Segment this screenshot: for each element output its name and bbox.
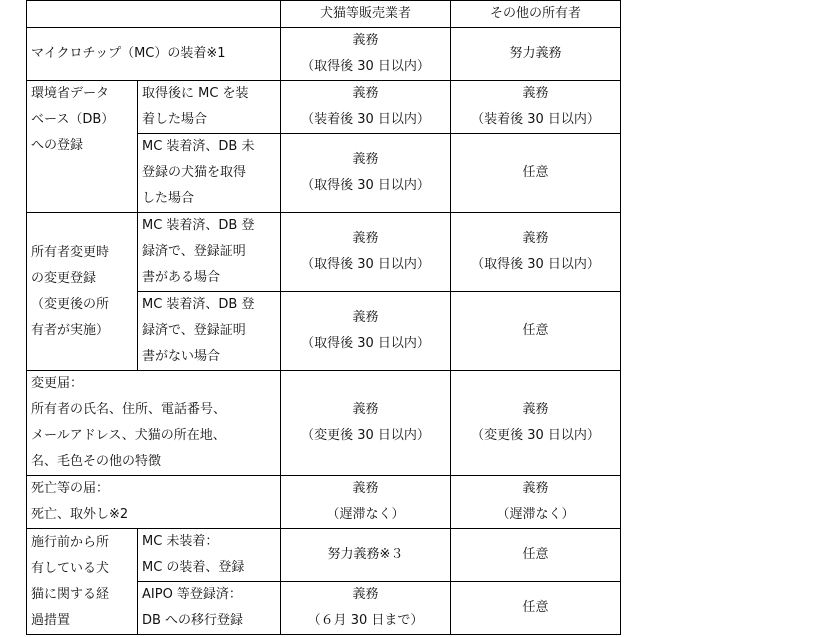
cell-line: 名、毛色その他の特徴	[31, 454, 162, 469]
document-page	[26, 0, 621, 635]
group-label-env-db	[27, 81, 138, 213]
table-header-row	[27, 1, 621, 28]
header-other-owner: その他の所有者	[451, 1, 621, 28]
cell-line: 書がない場合	[142, 349, 221, 364]
cell-line: （取得後 30 日以内）	[471, 257, 600, 272]
table-row	[27, 28, 621, 81]
cell-env-1-other	[451, 81, 621, 134]
cell-line: メールアドレス、犬猫の所在地、	[31, 428, 226, 443]
cell-line: 所有者の氏名、住所、電話番号、	[31, 402, 227, 417]
row-label-change-notice	[27, 371, 281, 476]
sub-label-env-2	[138, 134, 281, 213]
cell-line: 義務	[352, 86, 379, 101]
row-label-death-notice	[27, 476, 281, 529]
cell-transition-1-seller: 努力義務※３	[281, 529, 451, 582]
cell-line: （取得後 30 日以内）	[301, 336, 430, 351]
cell-env-2-seller	[281, 134, 451, 213]
cell-line: ベース（DB）	[31, 112, 115, 127]
table-row	[27, 529, 621, 582]
cell-line: （６月 30 日まで）	[307, 613, 424, 628]
cell-mc-other: 努力義務	[451, 28, 621, 81]
cell-line: 過措置	[31, 612, 71, 628]
cell-line: 登録の犬猫を取得	[142, 165, 247, 180]
cell-line: 環境省データ	[31, 86, 110, 101]
cell-death-notice-other	[451, 476, 621, 529]
cell-env-1-seller	[281, 81, 451, 134]
cell-line: 録済で、登録証明	[142, 323, 246, 338]
cell-line: への登録	[31, 138, 84, 153]
cell-line: 義務	[352, 587, 379, 602]
cell-transition-1-other: 任意	[451, 529, 621, 582]
cell-death-notice-seller	[281, 476, 451, 529]
cell-line: （変更後 30 日以内）	[301, 428, 430, 443]
cell-line: 義務	[352, 231, 379, 246]
cell-line: （装着後 30 日以内）	[471, 112, 600, 127]
sub-label-transition-2	[138, 582, 281, 635]
cell-line: 録済で、登録証明	[142, 244, 246, 259]
cell-line: 義務	[352, 402, 379, 417]
sub-label-owner-change-1	[138, 213, 281, 292]
sub-label-env-1	[138, 81, 281, 134]
cell-line: （装着後 30 日以内）	[301, 112, 430, 127]
cell-change-notice-other	[451, 371, 621, 476]
group-label-owner-change	[27, 213, 138, 371]
cell-line: 義務	[352, 33, 379, 48]
cell-line: 猫に関する経	[31, 586, 110, 602]
sub-label-transition-1	[138, 529, 281, 582]
cell-line: AIPO 等登録済：	[142, 587, 242, 602]
table-row	[27, 213, 621, 292]
cell-transition-2-seller	[281, 582, 451, 635]
cell-line: した場合	[142, 191, 195, 206]
cell-line: 義務	[352, 481, 379, 496]
cell-line: 書がある場合	[142, 270, 221, 285]
sub-label-owner-change-2	[138, 292, 281, 371]
cell-line: 死亡、取外し※2	[31, 507, 129, 522]
cell-owner-change-2-other: 任意	[451, 292, 621, 371]
cell-line: の変更登録	[31, 270, 97, 286]
cell-line: 有している犬	[31, 560, 110, 576]
cell-line: 変更届：	[31, 376, 84, 391]
cell-owner-change-2-seller	[281, 292, 451, 371]
cell-line: 着した場合	[142, 112, 208, 127]
cell-env-2-other: 任意	[451, 134, 621, 213]
cell-line: 死亡等の届：	[31, 481, 110, 496]
group-label-transition	[27, 529, 138, 635]
cell-line: MC の装着、登録	[142, 560, 245, 575]
cell-line: 義務	[352, 152, 379, 167]
cell-owner-change-1-other	[451, 213, 621, 292]
cell-line: （変更後 30 日以内）	[471, 428, 600, 443]
table-row	[27, 81, 621, 134]
obligations-table	[26, 0, 621, 635]
cell-line: （取得後 30 日以内）	[301, 59, 430, 74]
cell-line: 取得後に MC を装	[142, 86, 249, 101]
cell-line: （取得後 30 日以内）	[301, 178, 430, 193]
cell-line: 義務	[522, 231, 549, 246]
row-label-mc: マイクロチップ（MC）の装着※1	[27, 28, 281, 81]
cell-line: 施行前から所	[31, 534, 110, 550]
cell-line: 義務	[522, 86, 549, 101]
cell-line: MC 装着済、DB 登	[142, 218, 255, 233]
cell-mc-seller	[281, 28, 451, 81]
cell-line: DB への移行登録	[142, 613, 244, 628]
cell-line: MC 装着済、DB 未	[142, 139, 255, 154]
header-blank-cell	[27, 1, 281, 28]
header-seller: 犬猫等販売業者	[281, 1, 451, 28]
cell-owner-change-1-seller	[281, 213, 451, 292]
cell-line: （遅滞なく）	[326, 507, 405, 522]
cell-line: 義務	[352, 310, 379, 325]
cell-line: 義務	[522, 402, 549, 417]
cell-line: 所有者変更時	[31, 244, 110, 260]
cell-line: MC 未装着：	[142, 534, 219, 549]
table-row	[27, 476, 621, 529]
cell-line: 義務	[522, 481, 549, 496]
cell-line: （遅滞なく）	[496, 507, 575, 522]
table-row	[27, 371, 621, 476]
cell-line: （変更後の所	[31, 296, 110, 312]
cell-transition-2-other: 任意	[451, 582, 621, 635]
cell-change-notice-seller	[281, 371, 451, 476]
cell-line: （取得後 30 日以内）	[301, 257, 430, 272]
cell-line: 有者が実施）	[31, 322, 110, 338]
cell-line: MC 装着済、DB 登	[142, 297, 255, 312]
